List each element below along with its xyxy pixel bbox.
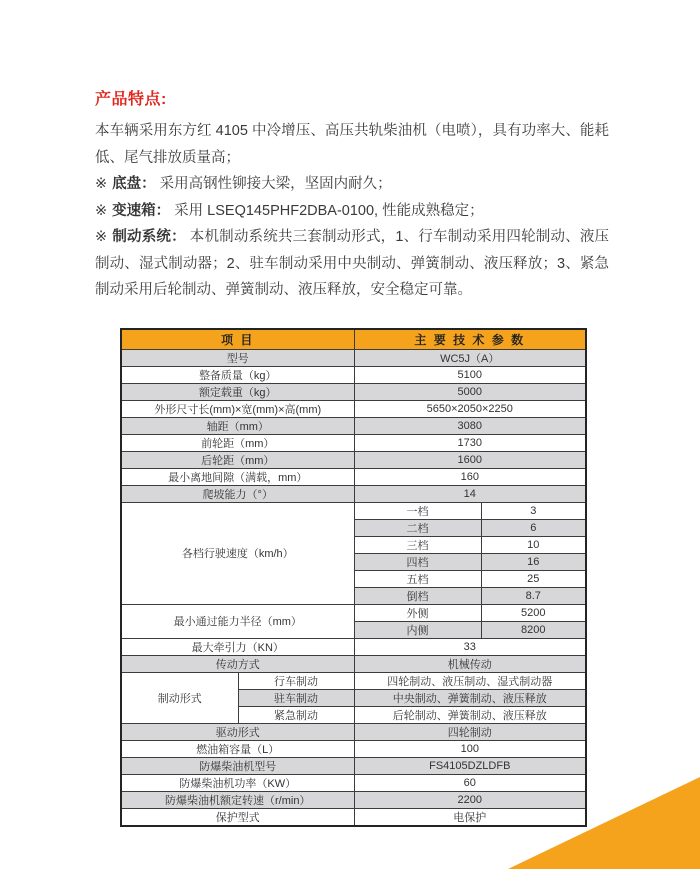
spec-cell: 行车制动: [238, 672, 354, 689]
spec-cell: 传动方式: [121, 655, 354, 672]
spec-cell: 四轮制动: [354, 723, 586, 740]
feature-text: 本机制动系统共三套制动形式，1、行车制动采用四轮制动、液压制动、湿式制动器；2、驻车制动采用中央制动、弹簧制动、液压释放；3、紧急制动采用后轮制动、弹簧制动、液压释放，安全稳定可靠。: [95, 229, 610, 298]
spec-row: [121, 502, 586, 519]
spec-cell: 五档: [354, 570, 481, 587]
spec-cell: 最大牵引力（KN）: [121, 638, 354, 655]
spec-row: [121, 417, 586, 434]
spec-cell: 100: [354, 740, 586, 757]
bullet-marker: ※: [95, 229, 108, 245]
spec-row: [121, 638, 586, 655]
spec-cell: 1600: [354, 451, 586, 468]
spec-table: [120, 328, 587, 827]
spec-cell: 1730: [354, 434, 586, 451]
features-section: [95, 86, 609, 304]
spec-cell: 驻车制动: [238, 689, 354, 706]
feature-text: 采用 LSEQ145PHF2DBA-0100, 性能成熟稳定；: [174, 202, 484, 219]
spec-cell: 整备质量（kg）: [121, 366, 354, 383]
spec-row: [121, 400, 586, 417]
feature-item-chassis: [95, 171, 609, 198]
spec-cell: 驱动形式: [121, 723, 354, 740]
spec-cell: 内侧: [354, 621, 481, 638]
spec-cell: 最小通过能力半径（mm）: [121, 604, 354, 638]
feature-text: 采用高钢性铆接大梁，坚固内耐久；: [159, 176, 392, 192]
spec-cell: 33: [354, 638, 586, 655]
spec-cell: 前轮距（mm）: [121, 434, 354, 451]
spec-cell: 60: [354, 774, 586, 791]
spec-cell: 一档: [354, 502, 481, 519]
spec-cell: 后轮制动、弹簧制动、液压释放: [354, 706, 586, 723]
spec-cell: 保护型式: [121, 808, 354, 826]
spec-cell: 10: [481, 536, 586, 553]
spec-cell: 16: [481, 553, 586, 570]
spec-cell: 型号: [121, 349, 354, 366]
spec-cell: 5100: [354, 366, 586, 383]
spec-row: [121, 757, 586, 774]
spec-cell: 防爆柴油机功率（KW）: [121, 774, 354, 791]
spec-row: [121, 468, 586, 485]
spec-cell: 四轮制动、液压制动、湿式制动器: [354, 672, 586, 689]
spec-cell: 额定载重（kg）: [121, 383, 354, 400]
spec-cell: 三档: [354, 536, 481, 553]
spec-cell: 6: [481, 519, 586, 536]
spec-cell: 外形尺寸长(mm)×宽(mm)×高(mm): [121, 400, 354, 417]
spec-cell: 爬坡能力（°）: [121, 485, 354, 502]
spec-row: [121, 672, 586, 689]
spec-row: [121, 383, 586, 400]
spec-cell: 8200: [481, 621, 586, 638]
spec-cell: 四档: [354, 553, 481, 570]
spec-cell: 各档行驶速度（km/h）: [121, 502, 354, 604]
spec-cell: 3: [481, 502, 586, 519]
spec-row: [121, 366, 586, 383]
spec-cell: 后轮距（mm）: [121, 451, 354, 468]
feature-label: 变速箱：: [112, 202, 171, 219]
feature-label: 制动系统：: [112, 229, 186, 245]
spec-cell: 14: [354, 485, 586, 502]
spec-cell: 轴距（mm）: [121, 417, 354, 434]
feature-label: 底盘：: [112, 176, 156, 192]
spec-row: [121, 791, 586, 808]
spec-cell: 电保护: [354, 808, 586, 826]
spec-cell: 倒档: [354, 587, 481, 604]
spec-cell: 防爆柴油机额定转速（r/min）: [121, 791, 354, 808]
spec-row: [121, 604, 586, 621]
spec-cell: 制动形式: [121, 672, 238, 723]
spec-cell: 中央制动、弹簧制动、液压释放: [354, 689, 586, 706]
spec-header-cell: 主 要 技 术 参 数: [354, 329, 586, 349]
spec-cell: 2200: [354, 791, 586, 808]
spec-row: [121, 740, 586, 757]
spec-row: [121, 349, 586, 366]
spec-cell: 5200: [481, 604, 586, 621]
spec-cell: FS4105DZLDFB: [354, 757, 586, 774]
spec-cell: 机械传动: [354, 655, 586, 672]
spec-cell: 5650×2050×2250: [354, 400, 586, 417]
spec-row: [121, 774, 586, 791]
spec-row: [121, 723, 586, 740]
spec-cell: 3080: [354, 417, 586, 434]
spec-cell: 二档: [354, 519, 481, 536]
spec-row: [121, 451, 586, 468]
feature-item-gearbox: [95, 198, 609, 225]
spec-cell: 外侧: [354, 604, 481, 621]
spec-cell: 5000: [354, 383, 586, 400]
spec-header-row: [121, 329, 586, 349]
spec-row: [121, 655, 586, 672]
spec-cell: WC5J（A）: [354, 349, 586, 366]
feature-item-brake-system: [95, 224, 609, 304]
spec-cell: 160: [354, 468, 586, 485]
spec-row: [121, 808, 586, 826]
spec-cell: 紧急制动: [238, 706, 354, 723]
spec-cell: 防爆柴油机型号: [121, 757, 354, 774]
bullet-marker: ※: [95, 202, 108, 219]
spec-header-cell: 项 目: [121, 329, 354, 349]
features-title: 产品特点:: [95, 91, 167, 108]
spec-cell: 8.7: [481, 587, 586, 604]
features-intro: 本车辆采用东方红 4105 中冷增压、高压共轨柴油机（电喷），具有功率大、能耗低、尾气排放质量高；: [95, 123, 609, 166]
bullet-marker: ※: [95, 176, 108, 192]
spec-cell: 最小离地间隙（满载，mm）: [121, 468, 354, 485]
spec-cell: 燃油箱容量（L）: [121, 740, 354, 757]
spec-row: [121, 434, 586, 451]
spec-cell: 25: [481, 570, 586, 587]
spec-row: [121, 485, 586, 502]
